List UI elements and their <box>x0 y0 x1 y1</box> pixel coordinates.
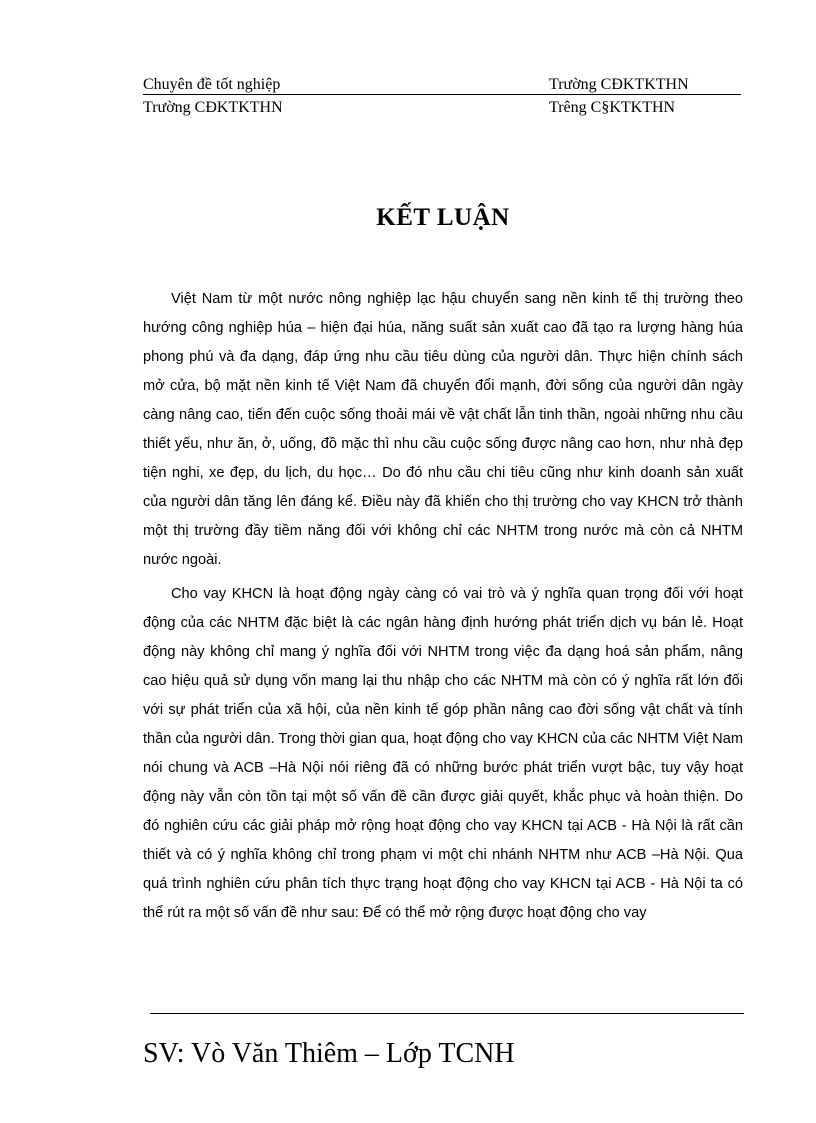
conclusion-body <box>143 285 743 933</box>
student-footer: SV: Vò Văn Thiêm – Lớp TCNH <box>143 1038 515 1069</box>
paragraph-intro: Việt Nam từ một nước nông nghiệp lạc hậu chuyển sang nền kinh tế thị trường theo hướng công nghiệp húa – hiện đại húa, năng suất sản xuất cao đã tạo ra lượng hàng húa phong phú và đa dạng, đáp ứng nhu cầu tiêu dùng của người dân. Thực hiện chính sách mở cửa, bộ mặt nền kinh tế Việt Nam đã chuyển đổi mạnh, đời sống của người dân ngày càng nâng cao, tiến đến cuộc sống thoải mái về vật chất lẫn tinh thần, ngoài những nhu cầu thiết yếu, như ăn, ở, uống, đồ mặc thì nhu cầu cuộc sống được nâng cao hơn, như nhà đẹp tiện nghi, xe đẹp, du lịch, du học… Do đó nhu cầu chi tiêu cũng như kinh doanh sản xuất của người dân tăng lên đáng kể. Điều này đã khiến cho thị trường cho vay KHCN trở thành một thị trường đầy tiềm năng đối với không chỉ các NHTM trong nước mà còn cả NHTM nước ngoài. <box>143 291 743 568</box>
school-name-repeat-label: Trường CĐKTKTHN <box>143 99 283 116</box>
header-row-secondary <box>143 98 741 118</box>
document-type-label: Chuyên đề tốt nghiệp <box>143 76 281 93</box>
school-name-legacy-label: Trêng C§KTKTHN <box>549 99 676 116</box>
school-name-label: Trường CĐKTKTHN <box>549 76 689 93</box>
page-title: KẾT LUẬN <box>376 204 510 231</box>
paragraph-consumer-lending: Cho vay KHCN là hoạt động ngày càng có vai trò và ý nghĩa quan trọng đối với hoạt động của các NHTM đặc biệt là các ngân hàng định hướng phát triển dịch vụ bán lẻ. Hoạt động này không chỉ mang ý nghĩa đối với NHTM trong việc đa dạng hoá sản phẩm, nâng cao hiệu quả sử dụng vốn mang lại thu nhập cho các NHTM mà còn có ý nghĩa rất lớn đối với sự phát triển của xã hội, của nền kinh tế góp phần nâng cao đời sống vật chất và tính thần của người dân. Trong thời gian qua, hoạt động cho vay KHCN của các NHTM Việt Nam nói chung và ACB –Hà Nội nói riêng đã có những bước phát triển vượt bậc, tuy vậy hoạt động này vẫn còn tồn tại một số vấn đề cần được giải quyết, khắc phục và hoàn thiện. Do đó nghiên cứu các giải pháp mở rộng hoạt động cho vay KHCN tại ACB - Hà Nội là rất cần thiết và có ý nghĩa không chỉ trong phạm vi một chi nhánh NHTM như ACB –Hà Nội. Qua quá trình nghiên cứu phân tích thực trạng hoạt động cho vay KHCN tại ACB - Hà Nội ta có thể rút ra một số vấn đề như sau: Để có thể mở rộng được hoạt động cho vay <box>143 586 743 921</box>
header-row-primary <box>143 75 741 95</box>
footer-divider <box>150 1013 744 1014</box>
